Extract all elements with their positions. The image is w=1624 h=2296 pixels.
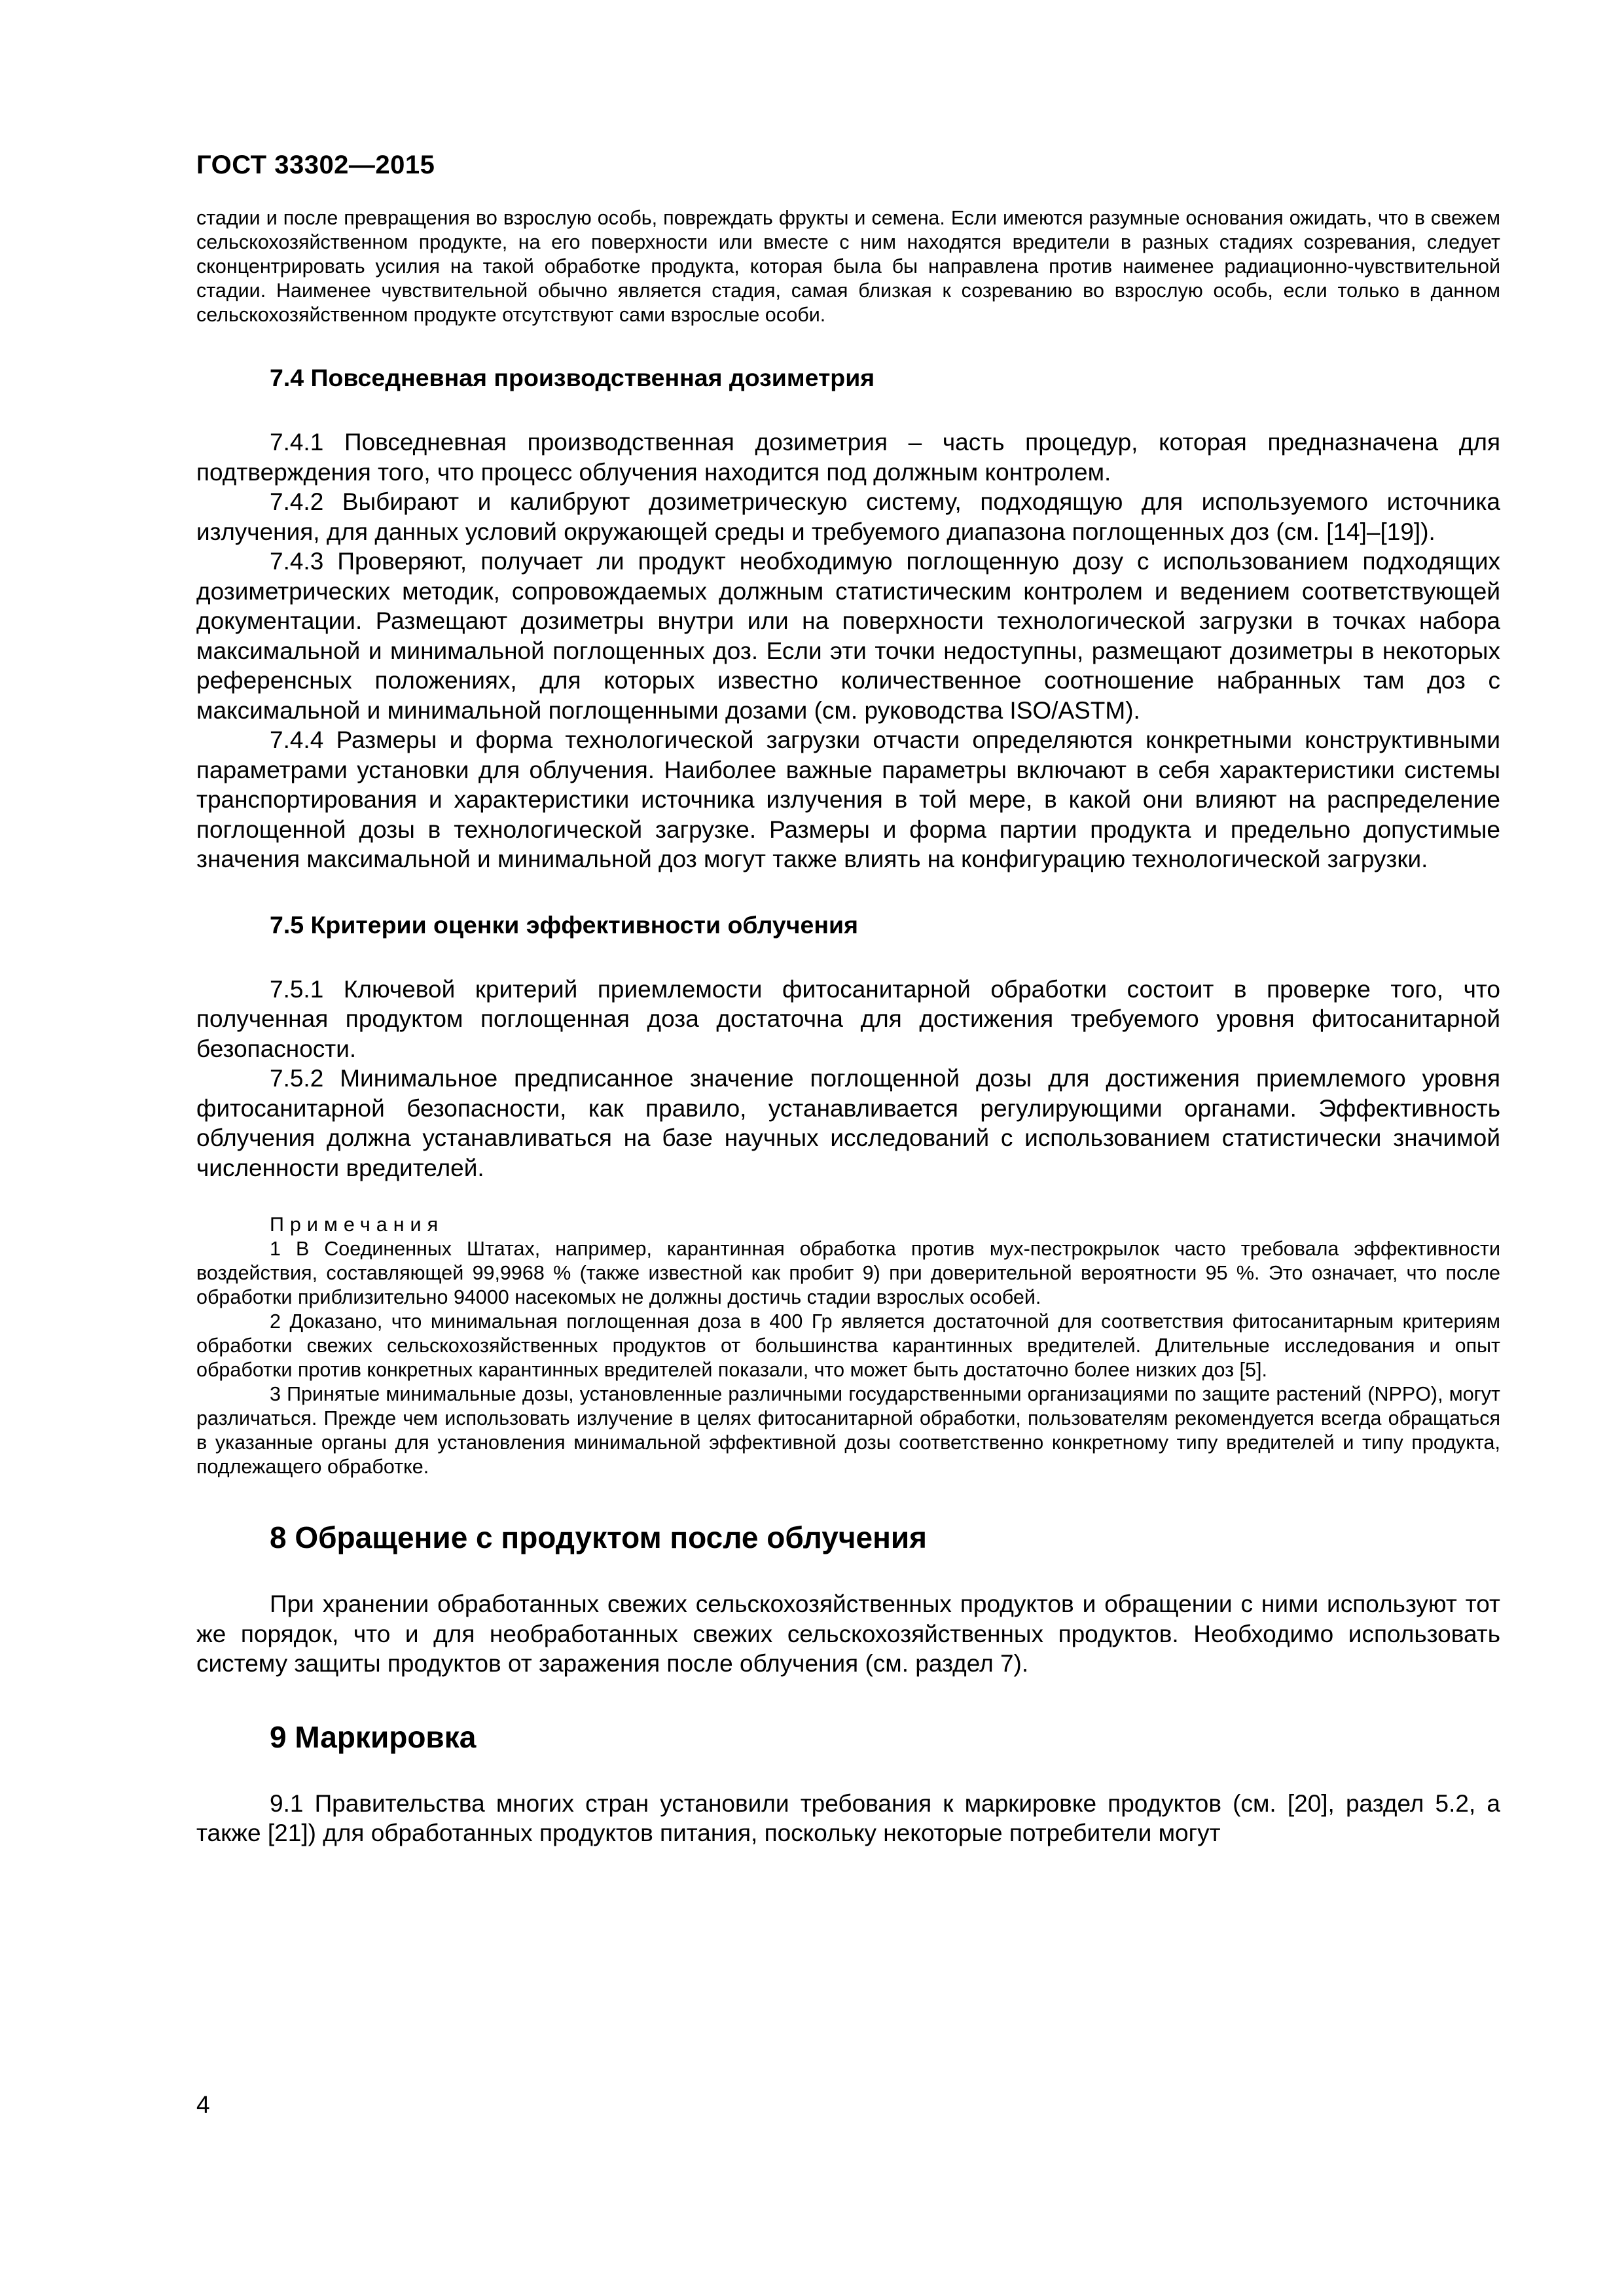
document-page <box>196 151 1500 1848</box>
note-1: 1 В Соединенных Штатах, например, карантинная обработка против мух-пестрокрылок часто требовала эффективности воздействия, составляющей 99,9968 % (также известной как пробит 9) при доверительной вероятности 95 %. Это означает, что после обработки приблизительно 94000 насекомых не должны достичь стадии взрослых особей. <box>196 1238 1500 1308</box>
document-header: ГОСТ 33302—2015 <box>196 151 435 179</box>
paragraph-7-5-1: 7.5.1 Ключевой критерий приемлемости фитосанитарной обработки состоит в проверке того, что полученная продуктом поглощенная доза достаточна для достижения требуемого уровня фитосанитарной безопасности. <box>196 975 1500 1062</box>
paragraph-8: При хранении обработанных свежих сельскохозяйственных продуктов и обращении с ними используют тот же порядок, что и для необработанных свежих сельскохозяйственных продуктов. Необходимо использовать систему защиты продуктов от заражения после облучения (см. раздел 7). <box>196 1590 1500 1677</box>
section-8-title: 8 Обращение с продуктом после облучения <box>270 1520 927 1554</box>
paragraph-7-5-2: 7.5.2 Минимальное предписанное значение поглощенной дозы для достижения приемлемого уровня фитосанитарной безопасности, как правило, устанавливается регулирующими органами. Эффективность облучения должна устанавливаться на базе научных исследований с использованием статистически значимой численности вредителей. <box>196 1065 1500 1181</box>
notes-title: Примечания <box>270 1213 444 1236</box>
page-number: 4 <box>196 2091 210 2118</box>
intro-paragraph: стадии и после превращения во взрослую особь, повреждать фрукты и семена. Если имеются разумные основания ожидать, что в свежем сельскохозяйственном продукте, на его поверхности или вместе с ним находятся вредители в разных стадиях созревания, следует сконцентрировать усилия на такой обработке продукта, которая была бы направлена против наименее радиационно-чувствительной стадии. Наименее чувствительной обычно является стадия, самая близкая к созреванию во взрослую особь, если только в данном сельскохозяйственном продукте отсутствуют сами взрослые особи. <box>196 207 1500 326</box>
paragraph-7-4-4: 7.4.4 Размеры и форма технологической загрузки отчасти определяются конкретными конструктивными параметрами установки для облучения. Наиболее важные параметры включают в себя характеристики системы транспортирования и характеристики источника излучения в той мере, в какой они влияют на распределение поглощенной дозы в технологической загрузке. Размеры и форма партии продукта и предельно допустимые значения максимальной и минимальной доз могут также влиять на конфигурацию технологической загрузки. <box>196 726 1500 872</box>
section-7-5-title: 7.5 Критерии оценки эффективности облучения <box>270 910 858 939</box>
section-9-title: 9 Маркировка <box>270 1719 477 1754</box>
paragraph-7-4-1: 7.4.1 Повседневная производственная дозиметрия – часть процедур, которая предназначена для подтверждения того, что процесс облучения находится под должным контролем. <box>196 429 1500 486</box>
section-7-4-title: 7.4 Повседневная производственная дозиметрия <box>270 364 875 391</box>
paragraph-9-1: 9.1 Правительства многих стран установили требования к маркировке продуктов (см. [20], раздел 5.2, а также [21]) для обработанных продуктов питания, поскольку некоторые потребители могут <box>196 1789 1500 1846</box>
note-2: 2 Доказано, что минимальная поглощенная доза в 400 Гр является достаточной для соответствия фитосанитарным критериям обработки свежих сельскохозяйственных продуктов от большинства карантинных вредителей. Длительные исследования и опыт обработки против конкретных карантинных вредителей показали, что может быть достаточно более низких доз [5]. <box>196 1310 1500 1381</box>
note-3: 3 Принятые минимальные дозы, установленные различными государственными организациями по защите растений (NPPO), могут различаться. Прежде чем использовать излучение в целях фитосанитарной обработки, пользователям рекомендуется всегда обращаться в указанные органы для установления минимальной эффективной дозы соответственно конкретному типу вредителей и типу продукта, подлежащего обработке. <box>196 1383 1500 1478</box>
paragraph-7-4-2: 7.4.2 Выбирают и калибруют дозиметрическую систему, подходящую для используемого источника излучения, для данных условий окружающей среды и требуемого диапазона поглощенных доз (см. [14]–[19]). <box>196 488 1500 545</box>
paragraph-7-4-3: 7.4.3 Проверяют, получает ли продукт необходимую поглощенную дозу с использованием подходящих дозиметрических методик, сопровождаемых должным статистическим контролем и ведением соответствующей документации. Размещают дозиметры внутри или на поверхности технологической загрузки в точках набора максимальной и минимальной поглощенных доз. Если эти точки недоступны, размещают дозиметры в некоторых референсных положениях, для которых известно количественное соотношение набранных там доз с максимальной и минимальной поглощенными дозами (см. руководства ISO/ASTM). <box>196 548 1500 724</box>
